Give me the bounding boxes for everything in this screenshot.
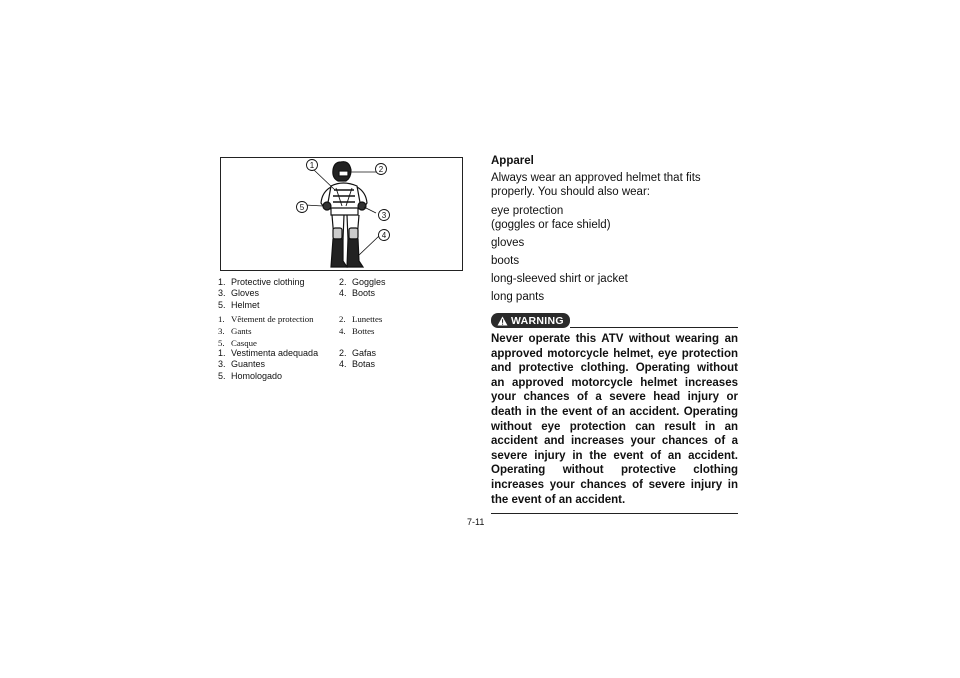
callout-label: 1 [309,161,315,170]
caption-row [218,288,468,299]
caption-number: 1. [218,277,226,287]
caption-number: 3. [218,359,226,370]
caption-text: Vestimenta adequada [231,348,319,358]
caption-row [218,359,468,370]
caption-text: Helmet [231,299,260,310]
caption-number: 2. [339,314,346,324]
caption-text: Vêtement de protection [231,314,314,324]
caption-row [218,371,468,382]
caption-row [218,300,468,311]
warning-badge [491,313,570,328]
warning-header [491,311,738,328]
caption-text: Botas [352,359,376,370]
apparel-item: long pants [491,291,545,303]
callout-label: 4 [381,231,387,240]
caption-text: Gafas [352,348,377,358]
caption-number: 1. [218,314,225,324]
caption-number: 4. [339,359,347,370]
warning-label: WARNING [511,314,564,327]
caption-number: 4. [339,288,347,299]
caption-number: 5. [218,338,225,348]
caption-number: 5. [218,370,226,381]
apparel-intro: Always wear an approved helmet that fits properly. You should also wear: [491,172,701,198]
caption-text: Lunettes [352,314,383,324]
apparel-item: gloves [491,237,525,249]
apparel-item: eye protection (goggles or face shield) [491,205,611,231]
rider-figure-drawing [221,158,464,272]
caption-text: Homologado [231,370,283,381]
callout-label: 5 [299,203,305,212]
caption-number: 3. [218,326,225,336]
captions-spanish [218,348,468,382]
caption-number: 2. [339,348,347,358]
caption-row [218,277,468,288]
captions-english [218,277,468,311]
caption-row [218,325,468,337]
rider-illustration [220,157,463,271]
callout-label: 2 [378,165,384,174]
caption-text: Gants [231,326,252,336]
caption-row [218,348,468,359]
caption-number: 2. [339,277,347,287]
caption-text: Goggles [352,277,386,287]
apparel-item: long-sleeved shirt or jacket [491,273,628,285]
caption-text: Casque [231,338,257,348]
caption-row [218,313,468,325]
caption-number: 1. [218,348,226,358]
caption-text: Bottes [352,326,375,336]
caption-number: 4. [339,326,346,336]
caption-number: 3. [218,288,226,299]
caption-number: 5. [218,299,226,310]
apparel-item: boots [491,255,520,267]
warning-triangle-icon [497,316,508,326]
caption-text: Protective clothing [231,277,305,287]
caption-text: Guantes [231,359,266,370]
section-title: Apparel [491,155,534,167]
captions-french [218,313,468,349]
caption-text: Gloves [231,288,260,299]
callout-label: 3 [381,211,387,220]
apparel-section [491,154,738,514]
caption-text: Boots [352,288,376,299]
warning-rule [570,327,738,328]
page-number: 7-11 [467,517,485,527]
warning-text: Never operate this ATV without wearing an approved motorcycle helmet, eye protection and protective clothing. Operating without an approved motorcycle helmet increases your chances of a severe head injury or death in the event of an accident. Operating without eye protection can result in an accident and increases your chances of a severe injury in the event of an accident. Operating without protective clothing increases your chances of severe injury in the event of an accident. [491,332,738,514]
